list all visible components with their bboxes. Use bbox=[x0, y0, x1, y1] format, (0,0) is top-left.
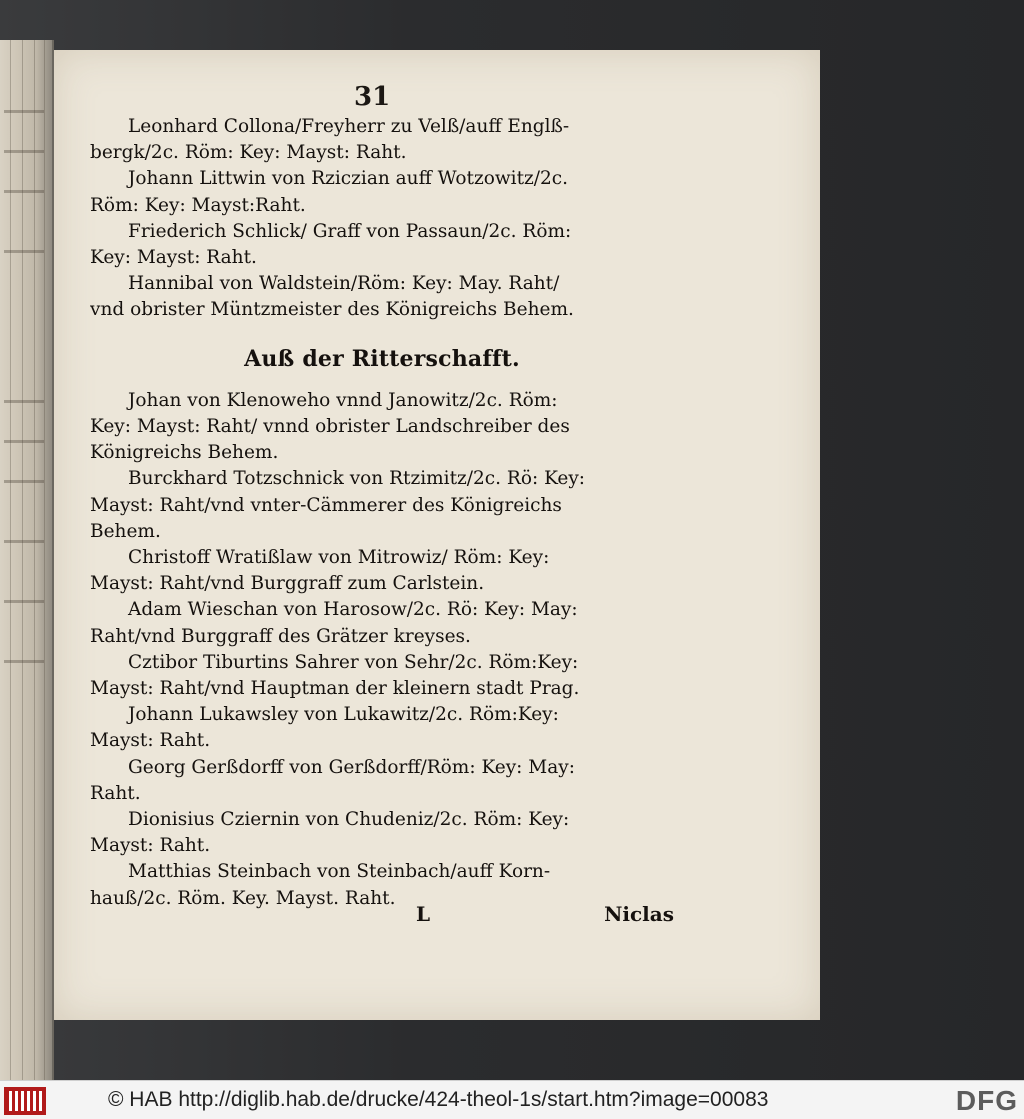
text-line: Röm: Key: Mayst:Raht. bbox=[90, 194, 306, 216]
entry-paragraph bbox=[90, 755, 674, 807]
text-line: Mayst: Raht. bbox=[90, 835, 211, 857]
text-line: Königreichs Behem. bbox=[90, 442, 279, 464]
hab-logo-icon bbox=[4, 1087, 46, 1115]
text-line: Key: Mayst: Raht/ vnnd obrister Landschreiber des bbox=[90, 416, 570, 438]
text-line: Mayst: Raht/vnd vnter-Cämmerer des Königreichs bbox=[90, 494, 562, 516]
text-line: Dionisius Cziernin von Chudeniz/2c. Röm: Key: bbox=[128, 809, 570, 831]
entry-paragraph bbox=[90, 702, 674, 754]
entry-paragraph bbox=[90, 466, 674, 545]
text-line: Mayst: Raht/vnd Hauptman der kleinern stadt Prag. bbox=[90, 678, 580, 700]
catchword: Niclas bbox=[604, 902, 674, 926]
footer-bar bbox=[0, 1080, 1024, 1119]
text-line: Hannibal von Waldstein/Röm: Key: May. Raht/ bbox=[128, 273, 560, 295]
text-line: Key: Mayst: Raht. bbox=[90, 247, 257, 269]
text-line: Mayst: Raht. bbox=[90, 730, 211, 752]
text-line: Friederich Schlick/ Graff von Passaun/2c. Röm: bbox=[128, 220, 572, 242]
text-line: Cztibor Tiburtins Sahrer von Sehr/2c. Röm:Key: bbox=[128, 651, 579, 673]
text-line: vnd obrister Müntzmeister des Königreichs Behem. bbox=[90, 299, 574, 321]
entry-paragraph bbox=[90, 114, 674, 166]
text-line: hauß/2c. Röm. Key. Mayst. Raht. bbox=[90, 887, 396, 909]
book-page-edges bbox=[0, 40, 54, 1080]
entry-paragraph bbox=[90, 650, 674, 702]
text-line: Matthias Steinbach von Steinbach/auff Korn- bbox=[128, 861, 551, 883]
entry-paragraph bbox=[90, 388, 674, 467]
entry-paragraph bbox=[90, 166, 674, 218]
section-heading: Auß der Ritterschafft. bbox=[244, 345, 520, 372]
text-line: Johan von Klenoweho vnnd Janowitz/2c. Röm: bbox=[128, 389, 558, 411]
text-line: Burckhard Totzschnick von Rtzimitz/2c. Rö: Key: bbox=[128, 468, 586, 490]
text-line: bergk/2c. Röm: Key: Mayst: Raht. bbox=[90, 142, 407, 164]
text-line: Leonhard Collona/Freyherr zu Velß/auff Englß- bbox=[128, 116, 570, 137]
text-line: Adam Wieschan von Harosow/2c. Rö: Key: May: bbox=[128, 599, 578, 621]
book-page bbox=[54, 50, 820, 1020]
entry-paragraph bbox=[90, 219, 674, 271]
entry-paragraph bbox=[90, 545, 674, 597]
entry-paragraph bbox=[90, 807, 674, 859]
page-footer-marks bbox=[90, 902, 674, 932]
text-line: Johann Littwin von Rziczian auff Wotzowitz/2c. bbox=[128, 168, 569, 190]
page-number: 31 bbox=[354, 82, 391, 112]
text-line: Mayst: Raht/vnd Burggraff zum Carlstein. bbox=[90, 573, 485, 595]
entry-paragraph bbox=[90, 271, 674, 323]
text-line: Raht. bbox=[90, 782, 141, 804]
dfg-logo: DFG bbox=[955, 1085, 1018, 1116]
signature-mark: L bbox=[416, 902, 431, 926]
text-line: Behem. bbox=[90, 520, 161, 542]
text-line: Raht/vnd Burggraff des Grätzer kreyses. bbox=[90, 625, 471, 647]
copyright-link[interactable]: © HAB http://diglib.hab.de/drucke/424-theol-1s/start.htm?image=00083 bbox=[108, 1088, 769, 1111]
text-line: Georg Gerßdorff von Gerßdorff/Röm: Key: May: bbox=[128, 756, 575, 778]
text-line: Christoff Wratißlaw von Mitrowiz/ Röm: Key: bbox=[128, 547, 550, 569]
page-text bbox=[90, 114, 674, 912]
entry-paragraph bbox=[90, 597, 674, 649]
text-line: Johann Lukawsley von Lukawitz/2c. Röm:Key: bbox=[128, 704, 559, 726]
